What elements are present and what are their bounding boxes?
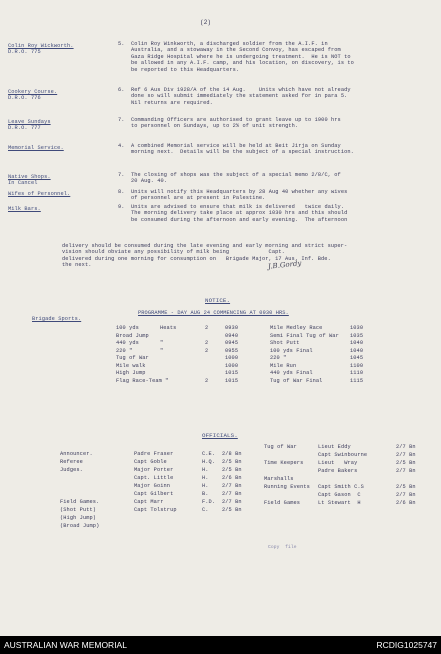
notice-title: NOTICE.: [205, 297, 231, 304]
official-battalion: 2/6 Bn: [396, 500, 416, 506]
item-line: Gaza Ridge Hospital where he is undergoing treatment. He is NOT to: [131, 53, 351, 60]
officials-role: Running Events: [264, 484, 310, 490]
programme-event: Tug of War: [116, 355, 149, 361]
official-battalion: 2/7 Bn: [222, 483, 242, 489]
milk-line: the next.: [62, 262, 92, 269]
official-unit-code: C.E.: [202, 451, 216, 457]
officials-role: Tug of War: [264, 444, 297, 450]
official-battalion: 2/5 Bn: [222, 459, 242, 465]
official-battalion: 2/7 Bn: [396, 468, 416, 474]
item-line: Units will notify this Headquarters by 28 Aug 40 whether any wives: [131, 189, 348, 195]
programme-time: 0945: [225, 340, 239, 346]
official-unit-code: H.: [202, 467, 209, 473]
official-unit-code: H.: [202, 475, 209, 481]
item-line: be allowed in any A.I.F. camp, and his location, on discovery, is to: [131, 60, 354, 67]
officials-role: Marshalls: [264, 476, 294, 482]
official-unit-code: B.: [202, 491, 209, 497]
official-battalion: 2/5 Bn: [222, 507, 242, 513]
programme-heat: ": [160, 347, 164, 354]
official-unit-code: H.: [202, 483, 209, 489]
official-name: Capt Smith C.S: [318, 484, 364, 490]
signature: J.B.Gordy: [267, 259, 302, 271]
programme-time: 1110: [350, 370, 364, 376]
official-name: Lieut Eddy: [318, 444, 351, 450]
programme-event: Flag Race-Team ": [116, 377, 169, 384]
item-line: Commanding Officers are authorised to grant leave up to 1900 hrs: [131, 117, 341, 123]
programme-time: 1030: [350, 325, 364, 331]
official-battalion: 2/5 Bn: [222, 467, 242, 473]
item-margin-label: Native Shops.: [8, 174, 51, 180]
official-name: Capt Gason C: [318, 492, 361, 498]
programme-event: 440 yds: [116, 340, 139, 346]
programme-event: 100 yds Final: [270, 347, 313, 354]
item-margin-label: Wifes of Personnel.: [8, 191, 71, 197]
page-number: (2): [200, 19, 212, 26]
item-margin-label: In Cancel: [8, 180, 38, 187]
programme-time: 0930: [225, 325, 239, 331]
item-line: Colin Roy Winkworth, a discharged soldier from the A.I.F. in: [131, 41, 328, 47]
official-battalion: 2/7 Bn: [222, 499, 242, 505]
item-number: 4.: [118, 143, 125, 149]
item-margin-label: D.R.O. 777: [8, 125, 41, 132]
item-number: 7.: [118, 117, 125, 123]
programme-count: 2: [205, 377, 209, 384]
programme-title: PROGRAMME - DAY AUG 24 COMMENCING AT 0930 HRS.: [138, 310, 289, 316]
officials-role: (Shot Putt): [60, 507, 97, 513]
officials-role: Field Games: [264, 500, 301, 506]
item-line: Ref 6 Aus Div 1928/A of the 14 Aug. Units which have not already: [131, 87, 351, 93]
official-battalion: 2/7 Bn: [396, 444, 416, 450]
footer-id: RCDIG1025747: [376, 640, 437, 650]
programme-heat: ": [160, 340, 164, 346]
official-battalion: 2/5 Bn: [396, 484, 416, 490]
item-line: of personnel are at present in Palestine.: [131, 195, 266, 202]
official-unit-code: H.Q.: [202, 459, 216, 465]
programme-event: Semi Final Tug of War: [270, 332, 339, 339]
item-margin-label: Leave Sundays: [8, 119, 51, 125]
programme-count: 2: [205, 340, 209, 346]
programme-event: Mile Run: [270, 362, 297, 369]
programme-time: 0940: [225, 332, 239, 339]
official-name: Capt. Little: [134, 475, 174, 481]
officials-role: Announcer.: [60, 451, 93, 457]
milk-line: vision should obviate any possibility of milk being Capt.: [62, 249, 285, 256]
item-line: done so will submit immediately the statement asked for in para 5.: [131, 93, 348, 100]
programme-event: Broad Jump: [116, 332, 149, 339]
item-line: Australia, and a stowaway in the Second Convoy, has escaped from: [131, 47, 341, 54]
item-line: morning next. Details will be the subject of a special instruction.: [131, 149, 354, 156]
programme-event: 440 yds Final: [270, 370, 313, 376]
programme-time: 1000: [225, 355, 239, 361]
stamp-note: Copy file: [268, 545, 297, 550]
item-line: The morning delivery take place at approx 1030 hrs and this should: [131, 210, 348, 217]
programme-time: 1100: [350, 362, 364, 369]
item-line: 20 Aug. 40.: [131, 178, 168, 185]
programme-time: 1000: [225, 362, 239, 369]
item-margin-label: Colin Roy Wickworth.: [8, 43, 74, 49]
official-battalion: 2/7 Bn: [222, 491, 242, 497]
item-margin-label: Cookery Course.: [8, 89, 58, 95]
item-number: 6.: [118, 87, 125, 93]
official-battalion: 2/7 Bn: [396, 492, 416, 498]
item-number: 5.: [118, 41, 125, 47]
programme-time: 1115: [350, 377, 364, 384]
item-line: be reported to this Headquarters.: [131, 66, 240, 73]
programme-event: 220 ": [116, 347, 133, 354]
programme-time: 1040: [350, 340, 364, 346]
programme-time: 1015: [225, 377, 239, 384]
programme-time: 1040: [350, 347, 364, 354]
officials-role: Judges.: [60, 467, 83, 473]
programme-margin-label: Brigade Sports.: [32, 316, 82, 322]
archive-footer: [0, 636, 441, 654]
milk-line: delivered during one morning for consumption on Brigade Major, 17 Aus. Inf. Bde.: [62, 255, 331, 262]
officials-role: (Broad Jump): [60, 523, 100, 529]
programme-event: Tug of War Final: [270, 377, 323, 384]
officials-role: Field Games.: [60, 499, 100, 505]
item-line: Nil returns are required.: [131, 99, 213, 106]
item-margin-label: Milk Bars.: [8, 206, 41, 212]
programme-count: 2: [205, 347, 209, 354]
item-line: A combined Memorial service will be held at Beit Jirja on Sunday: [131, 143, 341, 149]
official-name: Lieut Wray: [318, 460, 358, 466]
official-unit-code: F.D.: [202, 499, 216, 505]
programme-heat: Heats: [160, 325, 177, 331]
official-name: Capt Swinbourne: [318, 452, 368, 458]
item-number: 8.: [118, 189, 125, 195]
footer-source: AUSTRALIAN WAR MEMORIAL: [4, 640, 127, 650]
programme-time: 1035: [350, 332, 364, 339]
item-number: 7.: [118, 172, 125, 178]
programme-event: Shot Putt: [270, 340, 300, 346]
official-battalion: 2/5 Bn: [396, 460, 416, 466]
official-battalion: 2/8 Bn: [222, 451, 242, 457]
official-name: Capt Marr: [134, 499, 164, 505]
officials-role: Time Keepers: [264, 460, 304, 466]
official-unit-code: C.: [202, 507, 209, 513]
official-name: Major Goinn: [134, 483, 171, 489]
programme-event: Mile Medley Race: [270, 325, 323, 331]
official-battalion: 2/6 Bn: [222, 475, 242, 481]
programme-event: High Jump: [116, 370, 146, 376]
item-margin-label: Memorial Service.: [8, 145, 64, 151]
programme-time: 1015: [225, 370, 239, 376]
milk-line: delivery should be consumed during the late evening and early morning and strict super-: [62, 243, 348, 249]
programme-time: 1045: [350, 355, 364, 361]
official-name: Capt Goble: [134, 459, 167, 465]
official-battalion: 2/7 Bn: [396, 452, 416, 458]
item-line: be consumed during the afternoon and early evening. The afternoon: [131, 216, 348, 223]
programme-event: 220 ": [270, 355, 287, 361]
item-margin-label: D.R.O. 775: [8, 49, 41, 56]
officials-role: (High Jump): [60, 515, 97, 521]
official-name: Lt Stewart H: [318, 500, 361, 506]
official-name: Padre Fraser: [134, 451, 174, 457]
programme-event: Mile walk: [116, 362, 146, 369]
official-name: Capt Gilbert: [134, 491, 174, 497]
official-name: Major Porter: [134, 467, 174, 473]
programme-time: 0955: [225, 347, 239, 354]
official-name: Padre Bakers: [318, 468, 358, 474]
item-line: The closing of shops was the subject of a special memo 2/8/C, of: [131, 172, 341, 178]
item-line: Units are advised to ensure that milk is delivered twice daily.: [131, 204, 345, 210]
officials-role: Referee: [60, 459, 83, 465]
programme-event: 100 yds: [116, 325, 139, 331]
item-margin-label: D.R.O. 776: [8, 95, 41, 102]
programme-count: 2: [205, 325, 209, 331]
officials-title: OFFICIALS.: [202, 432, 238, 439]
item-number: 9.: [118, 204, 125, 210]
item-line: to personnel on Sundays, up to 2% of unit strength.: [131, 123, 299, 130]
official-name: Capt Tolstrup: [134, 507, 177, 513]
